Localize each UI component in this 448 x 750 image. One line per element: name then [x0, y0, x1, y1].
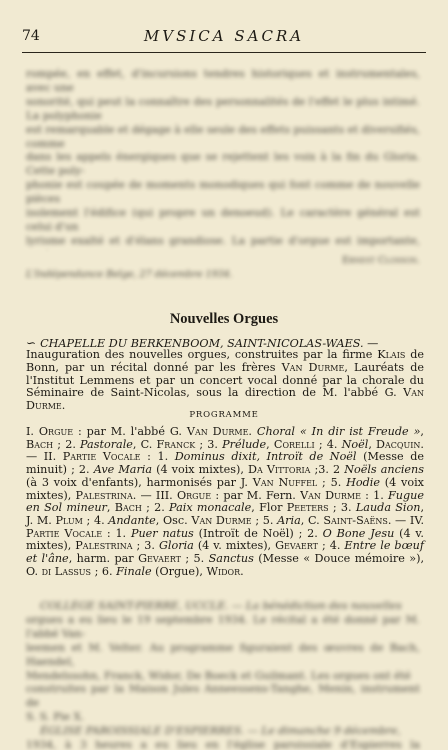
- intro-text: .: [61, 399, 66, 413]
- programme-fragment: Noëls anciens: [344, 463, 425, 477]
- programme-fragment: , harm. par: [68, 552, 139, 566]
- programme-fragment: ; 5.: [317, 475, 347, 489]
- programme-fragment: ; 4.: [317, 539, 345, 553]
- programme-fragment: Paix monacale: [169, 501, 252, 515]
- programme-fragment: : 1.: [360, 488, 389, 502]
- programme-fragment: ; 3.: [195, 437, 223, 451]
- section-title: Nouvelles Orgues: [169, 311, 279, 327]
- programme-fragment: , Flor: [251, 501, 287, 515]
- text-line: lyrisme exalté et d'élans grandiose. La partie d'orgue est importante,: [26, 234, 420, 247]
- programme-fragment: Finale: [116, 564, 152, 578]
- text-line: COLLÈGE SAINT-PIERRE, UCCLE. — La bénédiction des nouvelles: [40, 600, 402, 612]
- programme-fragment: ;3. 2: [310, 463, 345, 477]
- text-line: construites par la Maison Jules Anneessens-Tanghe, Menin, instrument de: [26, 683, 420, 710]
- intro-text: , Lauréats de l'Institut Lemmens et par un concert vocal donné par la chorale du Séminaire de Saint-Nicolas, sous la direction de M. l'abbé G.: [26, 360, 424, 400]
- programme-fragment: ; 2.: [53, 437, 81, 451]
- programme-fragment: , C.: [132, 437, 157, 451]
- programme-fragment: ,: [106, 501, 115, 515]
- programme-fragment: Van Durme: [300, 488, 361, 502]
- programme-fragment: ; 5.: [180, 552, 209, 566]
- programme-fragment: Entre le bœuf et l'âne: [26, 539, 424, 566]
- programme-fragment: ,: [368, 437, 377, 451]
- programme-fragment: (4 voix mixtes),: [26, 475, 424, 502]
- programme-fragment: Bach: [26, 437, 54, 451]
- performer-name: Van Durme: [281, 360, 345, 374]
- text-line: sonorité, qui peut la connaître des personnalités de l'effet le plus intimé. La polyphonie: [26, 95, 420, 122]
- programme-fragment: Saint-Saëns: [323, 513, 388, 527]
- text-line: S. S. Pie X.: [26, 711, 85, 724]
- programme-fragment: ; 3.: [132, 539, 159, 553]
- programme-fragment: ; 3.: [328, 501, 356, 515]
- text-line: isolement l'édifice (qui propre un denoeud). Le caractère général est celui d'un: [26, 207, 420, 233]
- programme-fragment: Da Vittoria: [248, 463, 311, 477]
- programme-fragment: ,: [420, 425, 424, 438]
- programme-fragment: ,: [266, 437, 274, 451]
- programme-fragment: Franck: [156, 437, 196, 451]
- intro-text: de Bonn, par un récital donné par les frères: [26, 348, 424, 374]
- programme-fragment: .: [248, 425, 257, 438]
- programme-fragment: .: [240, 564, 244, 578]
- programme-fragment: ; 5.: [251, 513, 278, 527]
- text-line: rompée, en effet, d'incursions tendres historiques et instrumentales, avec une: [26, 68, 420, 94]
- programme-fragment: Fugue en Sol mineur: [26, 488, 424, 515]
- programme-fragment: Corelli: [273, 437, 315, 451]
- text-line: ÉGLISE PAROISSIALE D'ESPIERRES. — Le dimanche 9 décembre,: [40, 725, 401, 738]
- programme-fragment: Andante: [108, 513, 156, 527]
- programme-fragment: Orgue: [38, 425, 74, 438]
- page-header: [22, 28, 426, 50]
- programme-fragment: Van Nuffel: [252, 475, 318, 489]
- programme-fragment: Partie Vocale: [26, 526, 103, 540]
- programme-fragment: . — IV.: [387, 513, 425, 527]
- programme-fragment: (Messe « Douce mémoire »), O.: [26, 552, 424, 578]
- text-line: est remarquable et dégage à elle seule des effets puissants et diversifiés, comme: [26, 123, 420, 150]
- programme-fragment: ; 4.: [314, 437, 342, 451]
- programme-fragment: Noël: [341, 437, 369, 451]
- programme-fragment: Partie Vocale: [62, 450, 141, 464]
- intro-text: Inauguration des nouvelles orgues, construites par la firme: [26, 348, 378, 361]
- text-line: orgues a eu lieu le 19 septembre 1934. Le récital a été donné par M. l'abbé Van-: [26, 613, 420, 640]
- text-line: 1934, à 3 heures a eu lieu en l'église paroissiale d'Espierres la: [26, 739, 420, 750]
- programme-fragment: : par M. Fern.: [211, 488, 301, 502]
- programme-fragment: ; 4.: [82, 513, 109, 527]
- programme-fragment: (Orgue),: [151, 564, 207, 578]
- programme-fragment: Hodie: [346, 475, 380, 489]
- ornament-swirl-icon: ∽: [26, 336, 37, 350]
- article-signature: Ernest Closson.: [342, 255, 420, 266]
- programme-fragment: Dominus dixit, Introït de Noël: [174, 450, 357, 464]
- builder-name: Klais: [377, 348, 406, 361]
- programme-fragment: Plum: [55, 513, 83, 527]
- programme-fragment: Pastorale: [80, 437, 133, 451]
- programme-fragment: Gevaert: [275, 539, 318, 553]
- programme-fragment: (4 v. mixtes),: [193, 539, 276, 553]
- programme-fragment: , Osc.: [155, 513, 192, 527]
- article-source: L'Indépendance Belge, 27 décembre 1934.: [26, 269, 233, 280]
- item-heading-text: CHAPELLE DU BERKENBOOM, SAINT-NICOLAS-WAES. —: [40, 337, 379, 350]
- programme-fragment: ; 2.: [141, 501, 170, 515]
- programme-fragment: O Bone Jesu: [322, 526, 395, 540]
- programme-fragment: (à 3 voix d'enfants), harmonisés par J.: [26, 475, 253, 489]
- programme-fragment: Sanctus: [208, 552, 254, 566]
- programme-fragment: Palestrina: [75, 488, 133, 502]
- running-title: MVSICA SACRA: [143, 27, 305, 45]
- programme-fragment: Palestrina: [75, 539, 133, 553]
- programme-fragment: Widor: [206, 564, 241, 578]
- previous-article-text: [26, 68, 420, 250]
- programme-fragment: Gloria: [158, 539, 194, 553]
- programme-fragment: : 1.: [102, 526, 131, 540]
- programme-fragment: ; 6.: [91, 564, 117, 578]
- programme-fragment: Prélude: [222, 437, 267, 451]
- programme-label: PROGRAMME: [189, 410, 259, 420]
- text-line: Mendelssohn, Franck, Widor, De Boeck et Guilmant. Les orgues ont été: [26, 669, 411, 682]
- programme-fragment: Van Durme: [186, 425, 249, 438]
- programme-fragment: (Messe de minuit) ; 2.: [26, 450, 424, 477]
- programme-fragment: , J. M.: [26, 501, 424, 527]
- programme-fragment: (Introït de Noël) ; 2.: [193, 526, 323, 540]
- programme-fragment: (4 v. mixtes),: [26, 526, 424, 553]
- programme-fragment: di Lassus: [41, 564, 92, 578]
- item-intro: [26, 349, 424, 413]
- text-line: phonie est coupée de moments monodiques qui font comme de nouvelle pièces: [26, 179, 420, 206]
- programme-text: [26, 426, 424, 578]
- programme-fragment: Van Durme: [191, 513, 252, 527]
- programme-fragment: Aria: [277, 513, 301, 527]
- programme-fragment: Orgue: [176, 488, 212, 502]
- programme-fragment: Ave Maria: [93, 463, 153, 477]
- programme-fragment: Peeters: [286, 501, 329, 515]
- programme-fragment: (4 voix mixtes),: [152, 463, 249, 477]
- programme-fragment: Dacquin: [376, 437, 421, 451]
- programme-fragment: : 1.: [140, 450, 175, 464]
- text-line: leemen et M. Velter. Au programme figuraient des œuvres de Bach, Haendel,: [26, 641, 420, 668]
- page-number: 74: [22, 28, 40, 44]
- programme-fragment: Puer natus: [130, 526, 194, 540]
- programme-fragment: Lauda Sion: [355, 501, 421, 515]
- programme-fragment: Choral « In dir ist Freude »: [256, 425, 421, 438]
- programme-fragment: Bach: [114, 501, 142, 515]
- programme-fragment: . — II.: [26, 437, 424, 464]
- programme-fragment: , C.: [300, 513, 324, 527]
- text-line: dans les appels énergiques que se rejettent les voix à la fin du Gloria. Cette poly-: [26, 151, 420, 178]
- programme-fragment: . — III.: [132, 488, 177, 502]
- programme-fragment: Gevaert: [138, 552, 181, 566]
- programme-fragment: I.: [26, 425, 39, 438]
- header-rule: [22, 52, 426, 53]
- next-items-text: [26, 600, 420, 750]
- director-name: Van Durme: [26, 386, 424, 413]
- programme-fragment: : par M. l'abbé G.: [73, 425, 187, 438]
